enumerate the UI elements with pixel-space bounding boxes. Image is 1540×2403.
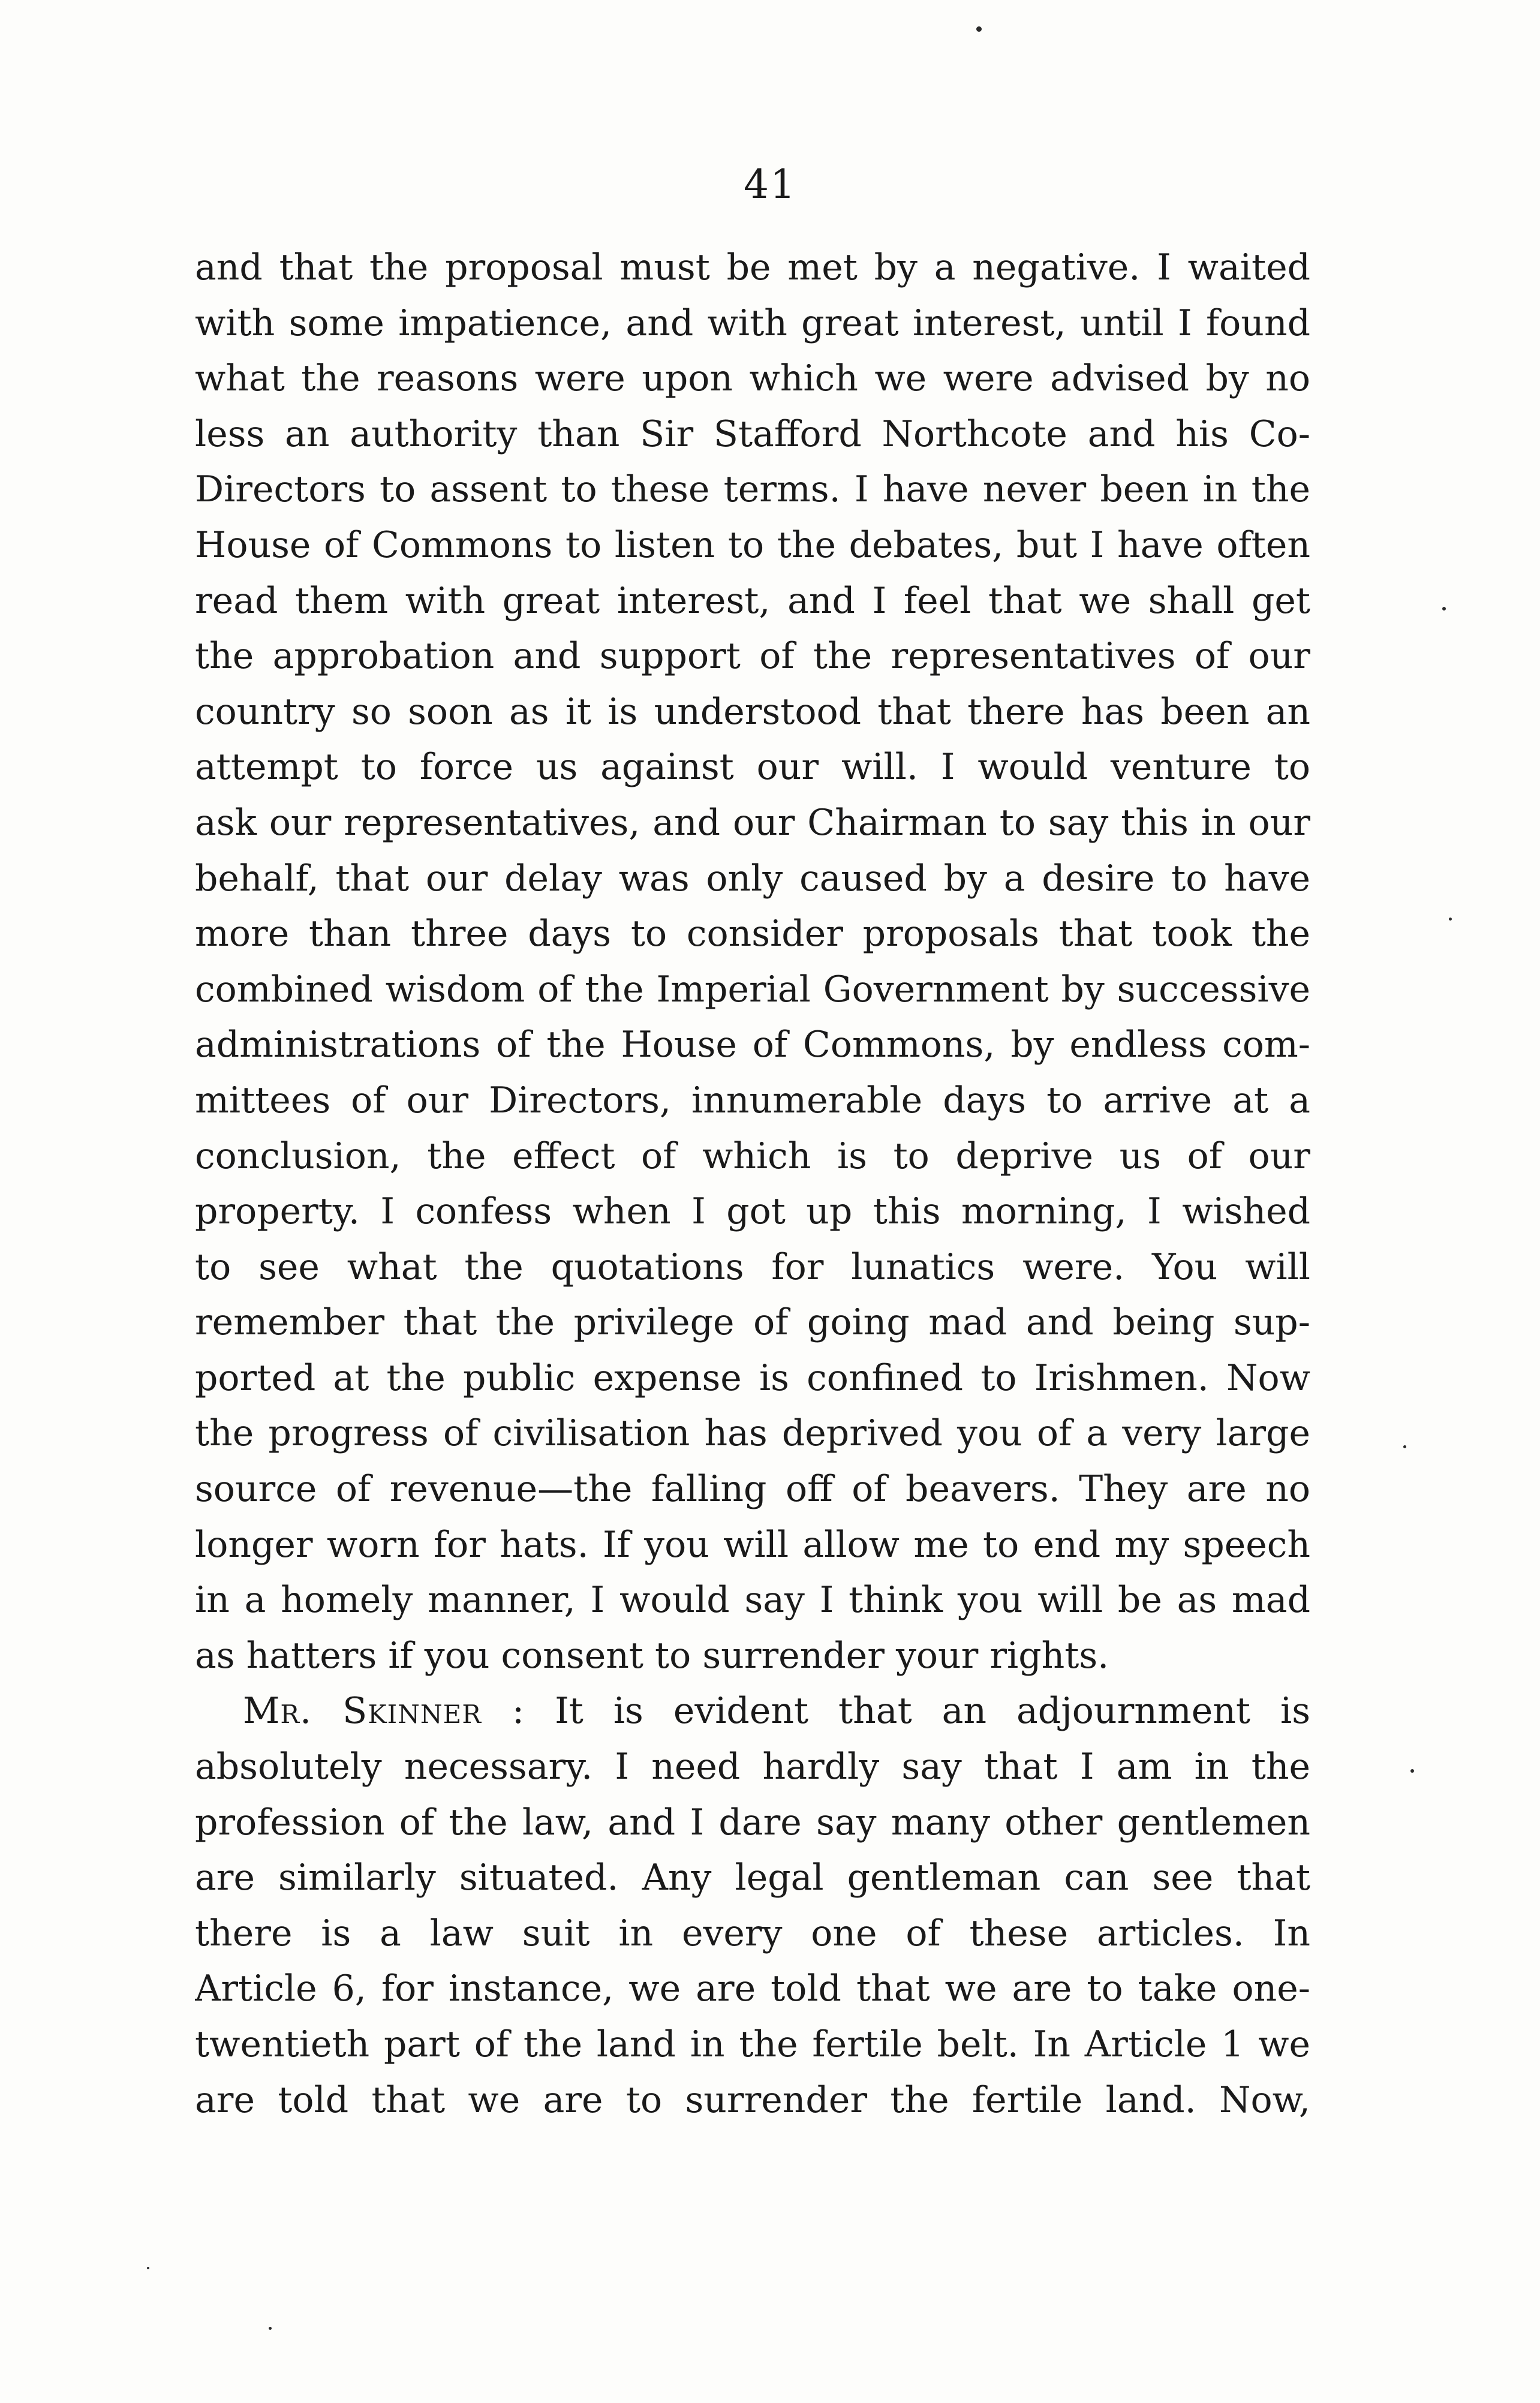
text-line: House of Commons to listen to the debates, but I have often (195, 524, 1310, 566)
text-line: with some impatience, and with great interest, until I found (195, 302, 1310, 344)
text-line: source of revenue—the falling off of beavers. They are no (195, 1468, 1310, 1511)
text-line: less an authority than Sir Stafford Northcote and his Co- (195, 413, 1310, 455)
text-line: attempt to force us against our will. I would venture to (195, 746, 1310, 789)
text-line: Directors to assent to these terms. I have never been in the (195, 468, 1310, 511)
ink-speck (976, 26, 982, 32)
ink-speck (1410, 1769, 1414, 1773)
text-line: behalf, that our delay was only caused by a desire to have (195, 857, 1310, 900)
speaker-line (195, 1683, 1310, 1739)
text-line: there is a law suit in every one of these articles. In (195, 1912, 1310, 1954)
text-line: remember that the privilege of going mad and being sup- (195, 1301, 1310, 1344)
text-line: more than three days to consider proposals that took the (195, 913, 1310, 955)
text-line: read them with great interest, and I feel that we shall get (195, 579, 1310, 622)
paragraph-2 (195, 1683, 1310, 2128)
ink-speck (269, 2327, 272, 2330)
text-line: and that the proposal must be met by a negative. I waited (195, 246, 1310, 288)
speaker-line-text: It is evident that an adjournment is (555, 1690, 1310, 1733)
text-line: mittees of our Directors, innumerable days to arrive at a (195, 1079, 1310, 1121)
ink-speck (1403, 1445, 1406, 1448)
text-line: longer worn for hats. If you will allow me to end my speech (195, 1523, 1310, 1566)
text-line: as hatters if you consent to surrender your rights. (195, 1634, 1109, 1677)
text-line: country so soon as it is understood that there has been an (195, 690, 1310, 733)
ink-speck (1449, 918, 1452, 921)
text-line: profession of the law, and I dare say many other gentlemen (195, 1801, 1310, 1843)
text-line: twentieth part of the land in the fertile belt. In Article 1 we (195, 2023, 1310, 2065)
text-line: administrations of the House of Commons, by endless com- (195, 1024, 1310, 1066)
text-line: in a homely manner, I would say I think you will be as mad (195, 1579, 1310, 1622)
text-line: to see what the quotations for lunatics were. You will (195, 1246, 1310, 1288)
ink-speck (147, 2267, 149, 2269)
speaker-name: Mr. Skinner : (243, 1690, 525, 1733)
ink-speck (1442, 607, 1446, 610)
text-line: ported at the public expense is confined to Irishmen. Now (195, 1357, 1310, 1399)
text-line: ask our representatives, and our Chairman to say this in our (195, 801, 1310, 844)
text-line: conclusion, the effect of which is to deprive us of our (195, 1135, 1310, 1177)
text-line: are told that we are to surrender the fertile land. Now, (195, 2079, 1310, 2121)
text-line: what the reasons were upon which we were advised by no (195, 357, 1310, 400)
paragraph-1 (195, 240, 1310, 1683)
text-line: property. I confess when I got up this morning, I wished (195, 1190, 1310, 1233)
text-line: combined wisdom of the Imperial Government by successive (195, 968, 1310, 1010)
text-line: the approbation and support of the representatives of our (195, 635, 1310, 678)
text-line: Article 6, for instance, we are told that we are to take one- (195, 1968, 1310, 2010)
body-text (195, 240, 1310, 2128)
page-number: 41 (744, 161, 796, 207)
text-line: are similarly situated. Any legal gentleman can see that (195, 1857, 1310, 1899)
text-line: absolutely necessary. I need hardly say that I am in the (195, 1746, 1310, 1788)
text-line: the progress of civilisation has deprived you of a very large (195, 1412, 1310, 1455)
